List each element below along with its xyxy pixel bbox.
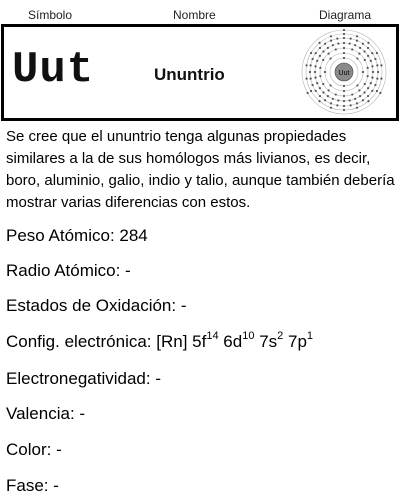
config-7s: 7s [254, 332, 278, 351]
electron [351, 48, 353, 50]
electron [376, 64, 378, 66]
electron [330, 39, 332, 41]
electron [367, 42, 369, 44]
electron [314, 71, 316, 73]
electron [307, 92, 309, 94]
electron [356, 57, 358, 59]
electron [336, 104, 338, 106]
electron [310, 64, 312, 66]
electron [311, 58, 313, 60]
electron [356, 102, 358, 104]
bohr-diagram [300, 28, 388, 116]
electron [376, 90, 378, 92]
electron [329, 57, 331, 59]
electron [332, 44, 334, 46]
electronegativity: Electronegatividad: - [6, 369, 161, 388]
electron [350, 38, 352, 40]
element-box [1, 24, 399, 121]
electron [349, 99, 351, 101]
electron [319, 87, 321, 89]
electron [343, 37, 345, 39]
electron [356, 35, 358, 37]
electron [327, 53, 329, 55]
electron [343, 57, 345, 59]
electron [330, 102, 332, 104]
config-sup-6d: 10 [242, 330, 255, 343]
electron [374, 58, 376, 60]
electron [367, 67, 369, 69]
electron [310, 90, 312, 92]
electron [359, 47, 361, 49]
symbol-header: Símbolo [28, 8, 73, 22]
electron [362, 99, 364, 101]
config-sup-7p: 1 [306, 330, 314, 343]
electron [322, 50, 324, 52]
electron [364, 83, 366, 85]
electron [318, 100, 320, 102]
electron [364, 59, 366, 61]
electron [371, 65, 373, 67]
electron-configuration [6, 332, 313, 352]
electron [356, 39, 358, 41]
color: Color: - [6, 440, 62, 459]
electron [337, 42, 339, 44]
electron [305, 78, 307, 80]
electron [322, 83, 324, 85]
electron [324, 43, 326, 45]
electron [372, 71, 374, 73]
electron [343, 109, 345, 111]
electron [332, 98, 334, 100]
electron [374, 84, 376, 86]
oxidation-states: Estados de Oxidación: - [6, 296, 187, 315]
nucleus-label: Uut [338, 70, 350, 77]
electron [324, 71, 326, 73]
electron [367, 75, 369, 77]
electron [316, 60, 318, 62]
electron [356, 84, 358, 86]
electron [329, 84, 331, 86]
diagram-header: Diagrama [319, 8, 372, 22]
element-name: Ununtrio [154, 65, 225, 84]
electron [370, 60, 372, 62]
electron [330, 107, 332, 109]
electron [380, 64, 382, 66]
electron [363, 91, 365, 93]
config-label: Config. electrónica: [Rn] 5f [6, 332, 207, 351]
valence: Valencia: - [6, 404, 86, 423]
electron [371, 52, 373, 54]
electron [343, 105, 345, 107]
electron [349, 42, 351, 44]
electron [343, 33, 345, 35]
electron [322, 59, 324, 61]
electron [327, 95, 329, 97]
electron [354, 98, 356, 100]
config-7p: 7p [283, 332, 307, 351]
electron [327, 47, 329, 49]
electron [351, 93, 353, 95]
electron [358, 89, 360, 91]
electron [359, 95, 361, 97]
electron [343, 52, 345, 54]
electron [371, 77, 373, 79]
electron [367, 55, 369, 57]
electron [324, 99, 326, 101]
electron [370, 82, 372, 84]
electron [367, 47, 369, 49]
electron [337, 99, 339, 101]
electron [319, 55, 321, 57]
electron [314, 77, 316, 79]
electron [314, 65, 316, 67]
electron [358, 53, 360, 55]
electron [336, 38, 338, 40]
electron [319, 67, 321, 69]
electron [311, 84, 313, 86]
electron [305, 64, 307, 66]
electron [315, 52, 317, 54]
electron [343, 47, 345, 49]
electron [367, 95, 369, 97]
atomic-radius: Radio Atómico: - [6, 261, 131, 280]
electron [322, 91, 324, 93]
electron [315, 90, 317, 92]
electron [330, 35, 332, 37]
atomic-weight: Peso Atómico: 284 [6, 226, 148, 245]
electron [367, 100, 369, 102]
electron [343, 85, 345, 87]
electron [376, 78, 378, 80]
electron [367, 87, 369, 89]
electron [316, 82, 318, 84]
electron [343, 95, 345, 97]
phase: Fase: - [6, 476, 59, 495]
element-symbol: Uut [12, 45, 95, 95]
electron [356, 107, 358, 109]
electron [319, 95, 321, 97]
name-header: Nombre [173, 8, 216, 22]
electron [309, 71, 311, 73]
electron [343, 90, 345, 92]
electron [335, 93, 337, 95]
electron [371, 90, 373, 92]
config-sup-7s: 2 [277, 330, 284, 343]
electron [310, 52, 312, 54]
electron [363, 50, 365, 52]
electron [377, 71, 379, 73]
electron [318, 42, 320, 44]
electron [327, 89, 329, 91]
element-description: Se cree que el ununtrio tenga algunas propiedades similares a la de sus homólogos más livianos, es decir, boro, aluminio, galio, indio y talio, aunque también debería mostrar varias diferencias con estos. [6, 128, 395, 211]
electron [362, 43, 364, 45]
electron [319, 75, 321, 77]
electron [310, 78, 312, 80]
electron [376, 52, 378, 54]
electron [354, 44, 356, 46]
electron [380, 78, 382, 80]
electron [335, 48, 337, 50]
electron [343, 100, 345, 102]
electron [319, 47, 321, 49]
electron [343, 29, 345, 31]
electron [362, 71, 364, 73]
electron [379, 92, 381, 94]
electron [343, 42, 345, 44]
electron [350, 104, 352, 106]
config-6d: 6d [218, 332, 243, 351]
config-sup-5f: 14 [206, 330, 219, 343]
